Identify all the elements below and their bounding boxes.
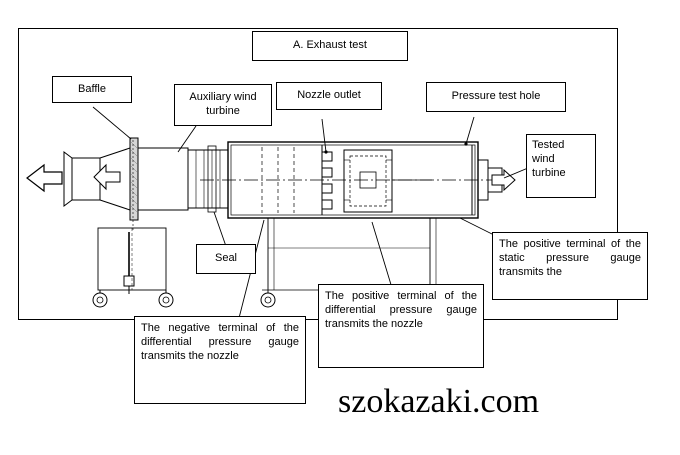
label-auxiliary-wind-turbine: [174, 84, 272, 126]
label-pressure-test-hole-text: Pressure test hole: [451, 90, 541, 103]
label-seal-text: Seal: [214, 252, 238, 265]
diagram-title-text: A. Exhaust test: [293, 39, 367, 52]
label-nozzle-outlet: [276, 82, 382, 110]
label-auxiliary-wind-turbine-text: Auxiliary wind turbine: [189, 91, 257, 117]
note-static-pressure: [492, 232, 648, 300]
label-seal: [196, 244, 256, 274]
note-differential-negative-text: The negative terminal of the differential pressure gauge transmits the nozzle: [141, 322, 299, 362]
label-tested-wind-turbine: [526, 134, 596, 198]
note-static-pressure-text: The positive terminal of the static pressure gauge transmits the: [499, 238, 641, 278]
label-nozzle-outlet-text: Nozzle outlet: [297, 89, 361, 102]
diagram-title-box: [252, 31, 408, 61]
watermark: szokazaki.com: [338, 383, 540, 420]
label-pressure-test-hole: [426, 82, 566, 112]
label-baffle-text: Baffle: [78, 82, 106, 95]
note-differential-positive: [318, 284, 484, 368]
label-baffle: [52, 76, 132, 103]
note-differential-positive-text: The positive terminal of the differential pressure gauge transmits the nozzle: [325, 290, 477, 330]
label-tested-wind-turbine-text: Tested wind turbine: [532, 139, 566, 179]
note-differential-negative: [134, 316, 306, 404]
